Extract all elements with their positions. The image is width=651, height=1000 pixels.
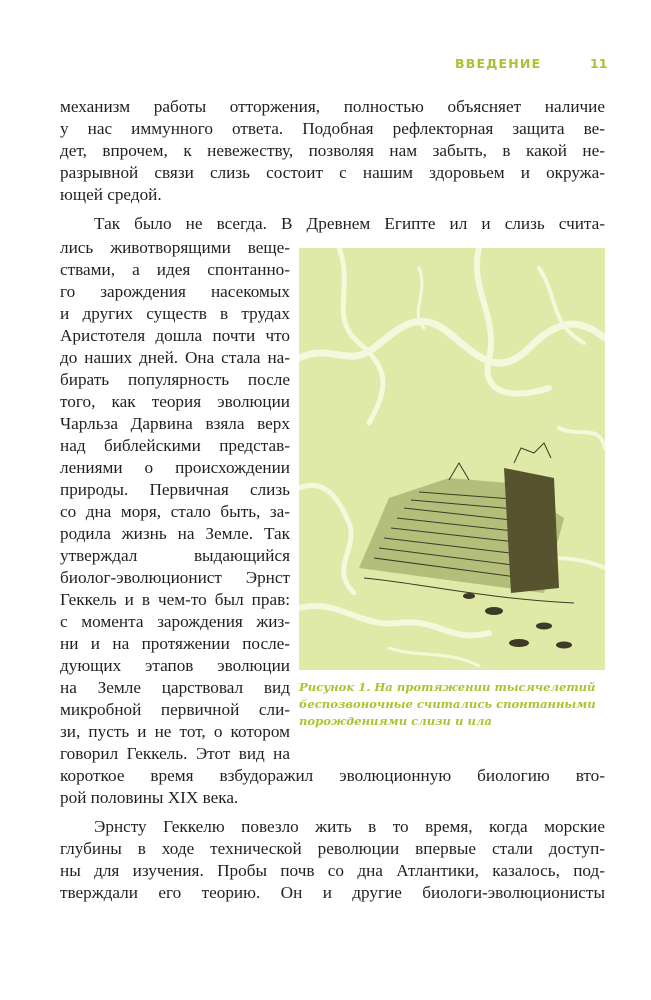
running-head-section-title: ВВЕДЕНИЕ <box>455 56 542 71</box>
text-line: со дна моря, стало быть, за- <box>60 502 290 521</box>
text-line: микробной первичной сли- <box>60 700 290 719</box>
page-number: 11 <box>590 56 608 71</box>
engraving-illustration <box>299 248 605 670</box>
text-line: ни и на протяжении после- <box>60 634 290 653</box>
text-line: биолог-эволюционист Эрнст <box>60 568 290 587</box>
text-line: Эрнсту Геккелю повезло жить в то время, когда морские <box>94 817 605 836</box>
text-line: механизм работы отторжения, полностью объясняет наличие <box>60 97 605 116</box>
text-line: на Земле царствовал вид <box>60 678 290 697</box>
text-line: говорил Геккель. Этот вид на <box>60 744 290 763</box>
text-line: ны для изучения. Пробы почв со дна Атлантики, казалось, под- <box>60 861 605 880</box>
text-line: разрывной связи слизь состоит с нашим здоровьем и окружа- <box>60 163 605 182</box>
caption-line: порождениями слизи и ила <box>299 714 492 728</box>
text-line: Геккель и в чем-то был прав: <box>60 590 290 609</box>
text-line: короткое время взбудоражил эволюционную биологию вто- <box>60 766 605 785</box>
text-line: бирать популярность после <box>60 370 290 389</box>
text-line: рой половины XIX века. <box>60 788 239 807</box>
caption-line: Рисунок 1. На протяжении тысячелетий <box>299 680 596 694</box>
text-line: родила жизнь на Земле. Так <box>60 524 290 543</box>
text-line: и других существ в трудах <box>60 304 290 323</box>
text-line: лись животворящими веще- <box>60 238 290 257</box>
text-line: ствами, а идея спонтанно- <box>60 260 290 279</box>
text-line: до наших дней. Она стала на- <box>60 348 290 367</box>
text-line: того, как теория эволюции <box>60 392 290 411</box>
text-line: зи, пусть и не тот, о котором <box>60 722 290 741</box>
text-line: над библейскими представ- <box>60 436 290 455</box>
figure-illustration <box>299 248 605 670</box>
text-line: го зарождения насекомых <box>60 282 290 301</box>
caption-line: беспозвоночные считались спонтанными <box>299 697 596 711</box>
text-line: дующих этапов эволюции <box>60 656 290 675</box>
text-line: природы. Первичная слизь <box>60 480 290 499</box>
text-line: Так было не всегда. В Древнем Египте ил и слизь счита- <box>94 214 605 233</box>
text-line: глубины в ходе технической революции впервые стали доступ- <box>60 839 605 858</box>
text-line: у нас иммунного ответа. Подобная рефлекторная защита ве- <box>60 119 605 138</box>
text-line: с момента зарождения жиз- <box>60 612 290 631</box>
figure-caption <box>299 679 605 730</box>
text-line: тверждали его теорию. Он и другие биологи-эволюционисты <box>60 883 605 902</box>
text-line: утверждал выдающийся <box>60 546 290 565</box>
text-line: ющей средой. <box>60 185 162 204</box>
text-line: лениями о происхождении <box>60 458 290 477</box>
text-line: Аристотеля дошла почти что <box>60 326 290 345</box>
text-line: дет, впрочем, к невежеству, позволяя нам забыть, в какой не- <box>60 141 605 160</box>
text-line: Чарльза Дарвина взяла верх <box>60 414 290 433</box>
